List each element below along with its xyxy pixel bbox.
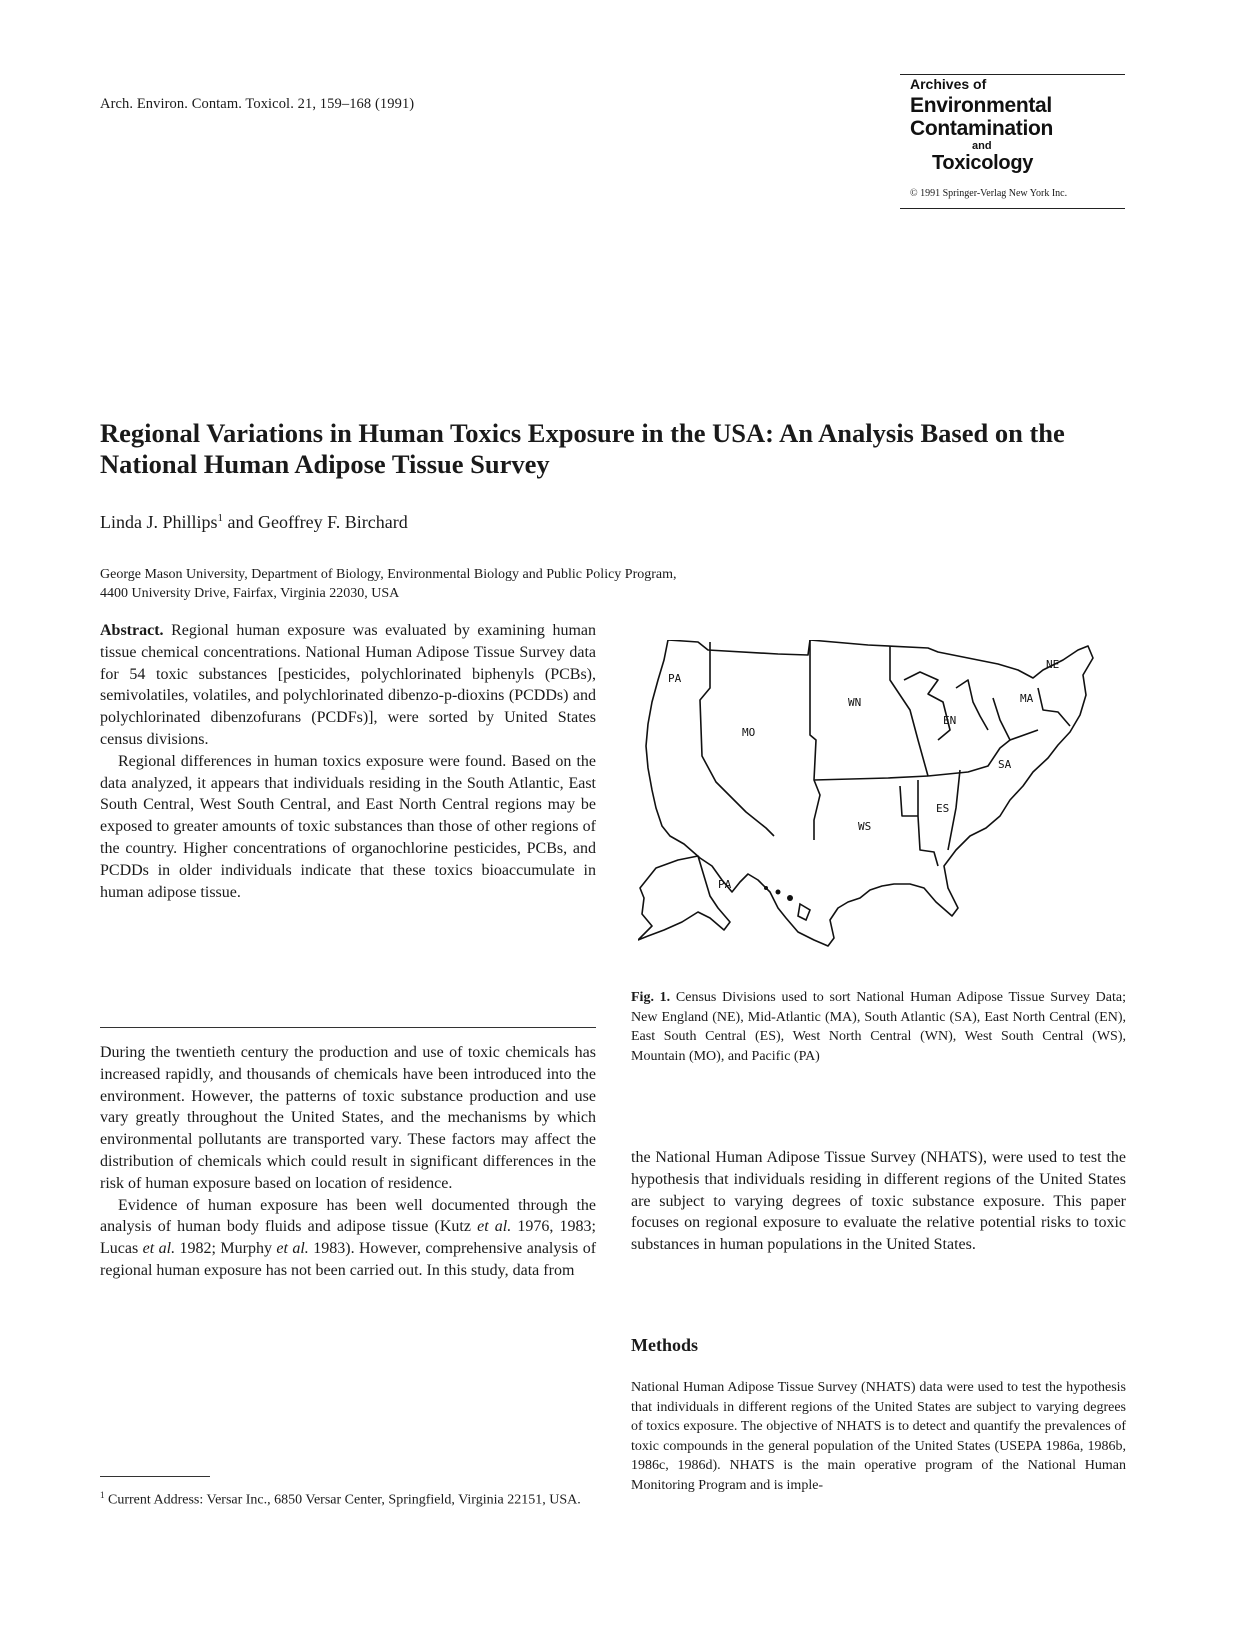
intro-paragraph-1: During the twentieth century the production and use of toxic chemicals has increased rapidly, and thousands of chemicals have been introduced into the environment. However, the patterns of toxic substance production and use vary greatly throughout the United States, and the mechanisms by which environmental pollutants are transported vary. These factors may affect the distribution of chemicals which could result in significant differences in the risk of human exposure based on location of residence. bbox=[100, 1044, 596, 1192]
boundary-mo-wn bbox=[810, 640, 820, 840]
label-pa-ak-hi: PA bbox=[718, 878, 732, 891]
great-lakes bbox=[904, 672, 988, 740]
intro-p2-etal-1: et al. bbox=[477, 1218, 512, 1236]
label-en: EN bbox=[943, 714, 957, 727]
author-1-footnote-mark: 1 bbox=[217, 512, 224, 524]
label-pa-west: PA bbox=[668, 672, 682, 685]
logo-bottom-rule bbox=[900, 208, 1125, 209]
logo-copyright: © 1991 Springer-Verlag New York Inc. bbox=[910, 188, 1068, 199]
boundary-wn-en bbox=[890, 646, 928, 776]
label-sa: SA bbox=[998, 758, 1012, 771]
logo-line-and: and bbox=[972, 140, 992, 152]
methods-heading: Methods bbox=[631, 1335, 698, 1355]
affiliation-line-2: 4400 University Drive, Fairfax, Virginia 22030, USA bbox=[100, 586, 400, 601]
logo-line-contamination: Contamination bbox=[910, 117, 1054, 140]
intro-p2-part-b: 1976, 1983; Lucas bbox=[100, 1218, 596, 1258]
logo-line-environmental: Environmental bbox=[910, 94, 1052, 117]
abstract-paragraph-1 bbox=[100, 620, 596, 751]
introduction-left-column bbox=[100, 1042, 596, 1282]
alaska-outline bbox=[638, 856, 730, 940]
logo-line-toxicology: Toxicology bbox=[932, 152, 1034, 174]
intro-p2-etal-2: et al. bbox=[142, 1240, 176, 1258]
label-ws: WS bbox=[858, 820, 872, 833]
footnote bbox=[100, 1486, 596, 1510]
label-wn: WN bbox=[848, 696, 862, 709]
author-2: Geoffrey F. Birchard bbox=[258, 512, 408, 532]
logo-top-rule bbox=[900, 74, 1125, 75]
article-authors bbox=[100, 512, 408, 533]
journal-citation: Arch. Environ. Contam. Toxicol. 21, 159–168 (1991) bbox=[100, 96, 415, 112]
abstract-paragraph-2: Regional differences in human toxics exposure were found. Based on the data analyzed, it appears that individuals residing in the South Atlantic, East South Central, West South Central, and East North Central regions may be exposed to greater amounts of toxic substances than those of other regions of the country. Higher concentrations of organochlorine pesticides, PCBs, and PCDDs in older individuals indicate that these toxics bioaccumulate in human adipose tissue. bbox=[100, 752, 596, 901]
affiliation bbox=[100, 565, 900, 603]
figure-caption-text: Census Divisions used to sort National Human Adipose Tissue Survey Data; New England (NE), Mid-Atlantic (MA), South Atlantic (SA), East North Central (EN), East South Central (ES), West North Central (WN), West South Central (WS), Mountain (MO), and Pacific (PA) bbox=[631, 990, 1126, 1064]
intro-p2-part-c: 1982; Murphy bbox=[175, 1240, 277, 1258]
author-join: and bbox=[223, 512, 259, 532]
boundary-ws-es bbox=[900, 786, 918, 816]
footnote-text: Current Address: Versar Inc., 6850 Versar Center, Springfield, Virginia 22151, USA. bbox=[104, 1492, 581, 1508]
intro-p2-etal-3: et al. bbox=[276, 1240, 309, 1258]
abstract bbox=[100, 620, 596, 903]
intro-paragraph-2 bbox=[100, 1195, 596, 1282]
abstract-label: Abstract. bbox=[100, 622, 164, 639]
author-1: Linda J. Phillips bbox=[100, 512, 218, 532]
methods-paragraph: National Human Adipose Tissue Survey (NHATS) data were used to test the hypothesis that individuals in different regions of the United States are subject to varying degrees of toxics exposure. The objective of NHATS is to detect and quantify the prevalences of toxic compounds in the general population of the United States (USEPA 1986a, 1986b, 1986c, 1986d). NHATS is the main operative program of the National Human Monitoring Program and is imple- bbox=[631, 1380, 1126, 1493]
introduction-right-column: the National Human Adipose Tissue Survey (NHATS), were used to test the hypothesis that individuals residing in different regions of the United States are subject to varying degrees of toxic substance exposure. This paper focuses on regional exposure to evaluate the relative potential risks to toxic substances in human populations in the United States. bbox=[631, 1149, 1126, 1254]
boundary-pa-mo bbox=[700, 642, 774, 836]
figure-caption bbox=[631, 988, 1126, 1066]
label-ma: MA bbox=[1020, 692, 1034, 705]
footnote-mark: 1 bbox=[100, 1490, 105, 1500]
census-divisions-map bbox=[638, 640, 1128, 970]
abstract-text-1: Regional human exposure was evaluated by examining human tissue chemical concentrations. National Human Adipose Tissue Survey data for 54 toxic substances [pesticides, polychlorinated biphenyls (PCBs), semivolatiles, volatiles, and polychlorinated dibenzo-p-dioxins (PCDDs) and polychlorinated dibenzofurans (PCDFs)], were sorted by United States census divisions. bbox=[100, 622, 596, 748]
boundary-ma-ne bbox=[1038, 688, 1070, 726]
label-ne: NE bbox=[1046, 658, 1060, 671]
intro-p2-part-d: 1983). However, comprehensive analysis of regional human exposure has not been carried out. In this study, data from bbox=[100, 1240, 597, 1279]
footnote-rule bbox=[100, 1476, 210, 1477]
intro-p2-part-a: Evidence of human exposure has been well documented through the analysis of human body fluids and adipose tissue (Kutz bbox=[100, 1196, 596, 1236]
hawaii-islands bbox=[764, 886, 810, 920]
article-title: Regional Variations in Human Toxics Exposure in the USA: An Analysis Based on the National Human Adipose Tissue Survey bbox=[100, 418, 1065, 479]
label-es: ES bbox=[936, 802, 950, 815]
logo-line-archives: Archives of bbox=[910, 76, 987, 92]
label-mo: MO bbox=[742, 726, 756, 739]
abstract-separator bbox=[100, 1027, 596, 1028]
boundary-wn-ws bbox=[814, 776, 928, 780]
figure-caption-label: Fig. 1. bbox=[631, 990, 671, 1005]
journal-logo bbox=[900, 70, 1125, 210]
boundary-es bbox=[918, 770, 960, 866]
affiliation-line-1: George Mason University, Department of Biology, Environmental Biology and Public Policy Program, bbox=[100, 567, 677, 582]
